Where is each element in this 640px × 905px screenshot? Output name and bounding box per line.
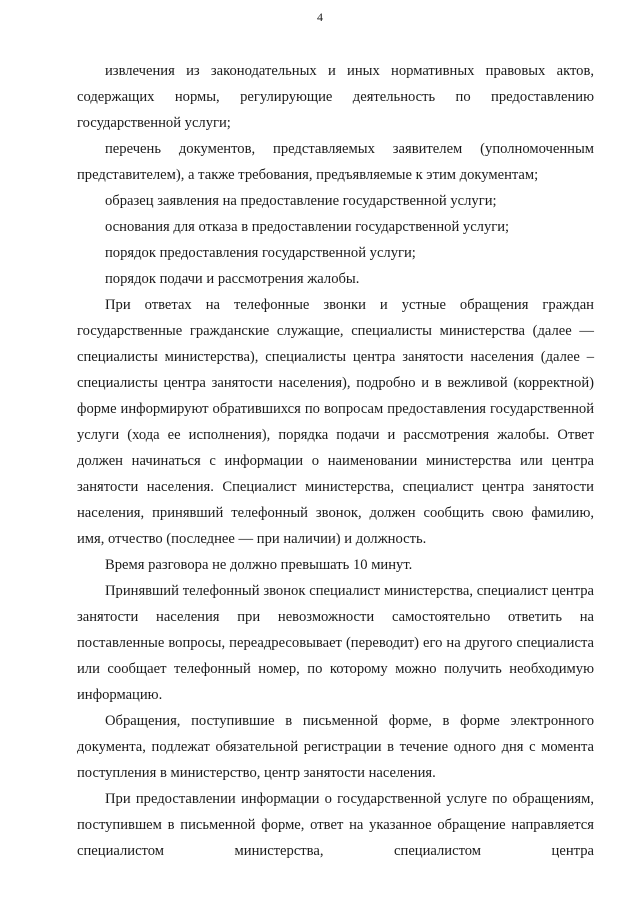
paragraph-call-duration: Время разговора не должно превышать 10 минут. bbox=[105, 557, 413, 573]
paragraph-refusal-grounds: основания для отказа в предоставлении государственной услуги; bbox=[105, 219, 510, 235]
paragraph-application-sample: образец заявления на предоставление государственной услуги; bbox=[105, 193, 497, 209]
paragraph-legal-extracts: извлечения из законодательных и иных нормативных правовых актов, содержащих нормы, регулирующие деятельность по предоставлению государственной услуги; bbox=[77, 63, 594, 131]
paragraph-written-response: При предоставлении информации о государственной услуге по обращениям, поступившем в письменной форме, ответ на указанное обращение направляется специалистом министерства, специалистом центра bbox=[77, 791, 594, 859]
page-number: 4 bbox=[317, 10, 323, 24]
paragraph-written-requests: Обращения, поступившие в письменной форме, в форме электронного документа, подлежат обязательной регистрации в течение одного дня с момента поступления в министерство, центр занятости населения. bbox=[77, 713, 594, 781]
paragraph-service-procedure: порядок предоставления государственной услуги; bbox=[105, 245, 416, 261]
paragraph-document-list: перечень документов, представляемых заявителем (уполномоченным представителем), а также требования, предъявляемые к этим документам; bbox=[77, 141, 594, 183]
document-body bbox=[77, 58, 594, 864]
paragraph-phone-inquiries: При ответах на телефонные звонки и устные обращения граждан государственные гражданские служащие, специалисты министерства (далее — специалисты министерства), специалисты центра занятости населения (далее – специалисты центра занятости населения), подробно и в вежливой (корректной) форме информируют обратившихся по вопросам предоставления государственной услуги (хода ее исполнения), порядка подачи и рассмотрения жалобы. Ответ должен начинаться с информации о наименовании министерства или центра занятости населения. Специалист министерства, специалист центра занятости населения, принявший телефонный звонок, должен сообщить свою фамилию, имя, отчество (последнее — при наличии) и должность. bbox=[77, 297, 594, 547]
paragraph-complaint-procedure: порядок подачи и рассмотрения жалобы. bbox=[105, 271, 360, 287]
paragraph-call-redirect: Принявший телефонный звонок специалист министерства, специалист центра занятости населения при невозможности самостоятельно ответить на поставленные вопросы, переадресовывает (переводит) его на другого специалиста или сообщает телефонный номер, по которому можно получить необходимую информацию. bbox=[77, 583, 594, 703]
